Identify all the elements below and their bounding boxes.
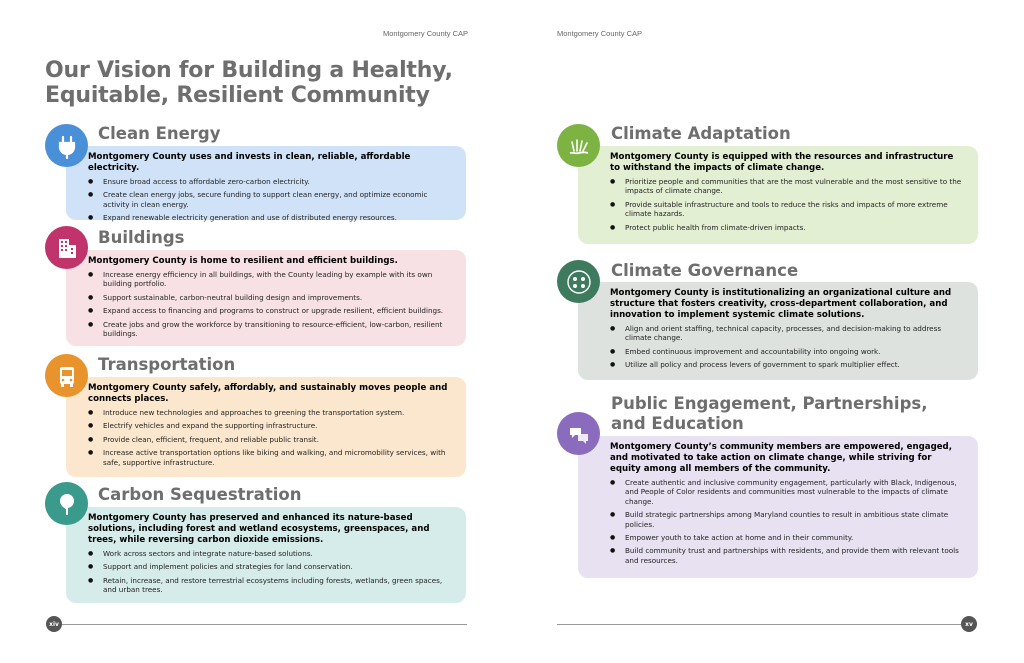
list-item: ● Embed continuous improvement and accountability into ongoing work. bbox=[610, 347, 964, 356]
buildings-box bbox=[66, 250, 466, 346]
engagement-list bbox=[600, 478, 964, 565]
page-number-right: xv bbox=[961, 616, 977, 632]
buildings-heading: Buildings bbox=[98, 228, 185, 247]
grass-icon bbox=[557, 124, 600, 167]
buildings-list bbox=[88, 270, 452, 338]
list-item: ● Provide clean, efficient, frequent, and reliable public transit. bbox=[88, 435, 452, 444]
transportation-list bbox=[88, 408, 452, 467]
list-item: ● Build strategic partnerships among Maryland counties to result in ambitious state climate policies. bbox=[610, 510, 964, 529]
governance-heading: Climate Governance bbox=[611, 261, 799, 280]
adaptation-box bbox=[578, 146, 978, 244]
tree-icon bbox=[45, 482, 88, 525]
carbon-list bbox=[88, 549, 452, 595]
list-item: ● Support and implement policies and strategies for land conservation. bbox=[88, 562, 452, 571]
list-item: ● Prioritize people and communities that are the most vulnerable and the most sensitive to the impacts of climate change. bbox=[610, 177, 964, 196]
list-item: ● Create authentic and inclusive community engagement, particularly with Black, Indigenous, and People of Color residents and communities most vulnerable to the impacts of climate change. bbox=[610, 478, 964, 506]
list-item: ● Provide suitable infrastructure and tools to reduce the risks and impacts of more extreme climate hazards. bbox=[610, 200, 964, 219]
building-icon bbox=[45, 226, 88, 269]
engagement-lead: Montgomery County’s community members are empowered, engaged, and motivated to take action on climate change, while striving for equity among all members of the community. bbox=[610, 442, 952, 474]
transportation-lead: Montgomery County safely, affordably, and sustainably moves people and connects places. bbox=[88, 383, 448, 404]
transportation-heading: Transportation bbox=[98, 355, 236, 374]
plug-icon bbox=[45, 124, 88, 167]
adaptation-list bbox=[600, 177, 964, 232]
list-item: ● Work across sectors and integrate nature-based solutions. bbox=[88, 549, 452, 558]
list-item: ● Ensure broad access to affordable zero-carbon electricity. bbox=[88, 177, 452, 186]
page-number-left: xiv bbox=[46, 616, 62, 632]
list-item: ● Build community trust and partnerships with residents, and provide them with relevant tools and resources. bbox=[610, 546, 964, 565]
engagement-box bbox=[578, 436, 978, 578]
carbon-heading: Carbon Sequestration bbox=[98, 485, 302, 504]
list-item: ● Expand access to financing and programs to construct or upgrade resilient, efficient buildings. bbox=[88, 306, 452, 315]
list-item: ● Electrify vehicles and expand the supporting infrastructure. bbox=[88, 421, 452, 430]
transportation-box bbox=[66, 377, 466, 477]
list-item: ● Create jobs and grow the workforce by transitioning to resource-efficient, low-carbon, resilient buildings. bbox=[88, 320, 452, 339]
list-item: ● Increase active transportation options like biking and walking, and micromobility services, with safe, supportive infrastructure. bbox=[88, 448, 452, 467]
list-item: ● Create clean energy jobs, secure funding to support clean energy, and optimize economic activity in clean energy. bbox=[88, 190, 452, 209]
list-item: ● Increase energy efficiency in all buildings, with the County leading by example with its own building portfolio. bbox=[88, 270, 452, 289]
governance-lead: Montgomery County is institutionalizing an organizational culture and structure that fosters creativity, cross-department collaboration, and innovation to implement systemic climate solutions. bbox=[610, 288, 952, 320]
clean-energy-lead: Montgomery County uses and invests in clean, reliable, affordable electricity. bbox=[88, 152, 411, 173]
carbon-lead: Montgomery County has preserved and enhanced its nature-based solutions, including forest and wetland ecosystems, greenspaces, and trees, while reversing carbon dioxide emissions. bbox=[88, 513, 430, 545]
adaptation-lead: Montgomery County is equipped with the resources and infrastructure to withstand the impacts of climate change. bbox=[610, 152, 954, 173]
buildings-lead: Montgomery County is home to resilient and efficient buildings. bbox=[88, 256, 398, 266]
list-item: ● Protect public health from climate-driven impacts. bbox=[610, 223, 964, 232]
list-item: ● Retain, increase, and restore terrestrial ecosystems including forests, wetlands, green spaces, and urban trees. bbox=[88, 576, 452, 595]
bus-icon bbox=[45, 354, 88, 397]
running-header-left: Montgomery County CAP bbox=[382, 29, 468, 38]
footer-rule-right bbox=[557, 624, 961, 625]
engagement-heading: Public Engagement, Partnerships, and Education bbox=[611, 394, 928, 433]
list-item: ● Support sustainable, carbon-neutral building design and improvements. bbox=[88, 293, 452, 302]
carbon-box bbox=[66, 507, 466, 603]
footer-rule-left bbox=[62, 624, 467, 625]
governance-box bbox=[578, 282, 978, 380]
clean-energy-heading: Clean Energy bbox=[98, 124, 221, 143]
list-item: ● Utilize all policy and process levers of government to spark multiplier effect. bbox=[610, 360, 964, 369]
list-item: ● Expand renewable electricity generation and use of distributed energy resources. bbox=[88, 213, 452, 222]
people-icon bbox=[557, 260, 600, 303]
list-item: ● Introduce new technologies and approaches to greening the transportation system. bbox=[88, 408, 452, 417]
clean-energy-box bbox=[66, 146, 466, 223]
running-header-right: Montgomery County CAP bbox=[557, 29, 643, 38]
adaptation-heading: Climate Adaptation bbox=[611, 124, 791, 143]
governance-list bbox=[600, 324, 964, 370]
list-item: ● Empower youth to take action at home and in their community. bbox=[610, 533, 964, 542]
page-title: Our Vision for Building a Healthy, Equitable, Resilient Community bbox=[45, 58, 453, 108]
list-item: ● Align and orient staffing, technical capacity, processes, and decision-making to address climate change. bbox=[610, 324, 964, 343]
speech-bubbles-icon bbox=[557, 412, 600, 455]
clean-energy-list bbox=[88, 177, 452, 223]
